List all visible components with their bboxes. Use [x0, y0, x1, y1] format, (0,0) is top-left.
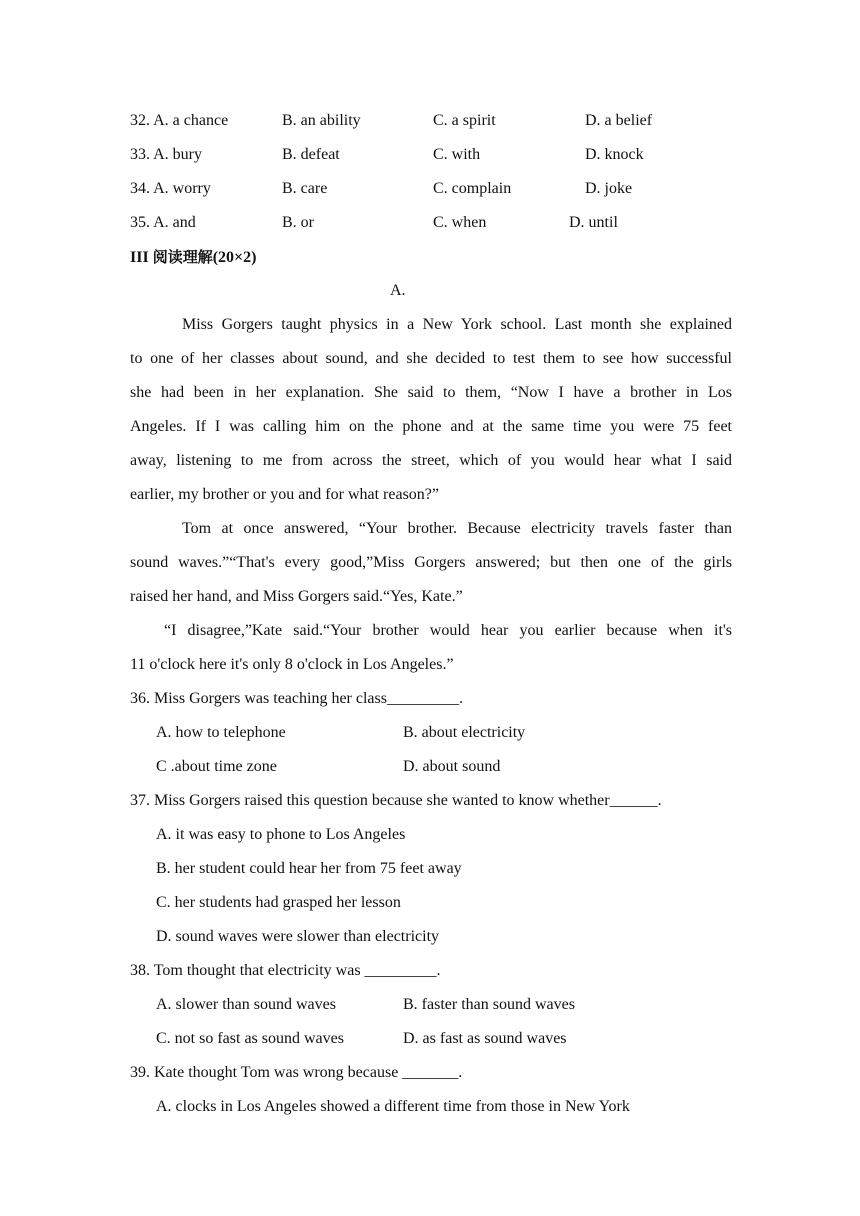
option-b: B. her student could hear her from 75 feet away: [156, 860, 462, 877]
option-a: A. it was easy to phone to Los Angeles: [156, 826, 406, 843]
option-b: B. faster than sound waves: [403, 996, 575, 1013]
option-a: A. clocks in Los Angeles showed a different time from those in New York: [156, 1098, 630, 1115]
option-a: 32. A. a chance: [130, 112, 229, 129]
question-36-options: [130, 750, 732, 784]
option-c: C. complain: [433, 180, 512, 197]
option-c: C. when: [433, 214, 487, 231]
option-c: C. a spirit: [433, 112, 496, 129]
section-score: (20×2): [212, 249, 257, 266]
question-38-options: [130, 1022, 732, 1056]
passage-line: earlier, my brother or you and for what reason?”: [130, 486, 440, 503]
option-d: D. about sound: [403, 758, 501, 775]
section-roman: III: [130, 249, 153, 266]
passage-line: sound waves.”“That's every good,”Miss Gorgers answered; but then one of the girls: [130, 554, 732, 571]
section-heading: [130, 240, 732, 274]
option-d: D. sound waves were slower than electricity: [156, 928, 440, 945]
option-c: C. with: [433, 146, 481, 163]
option-d: D. a belief: [585, 112, 653, 129]
passage-label: A.: [390, 282, 406, 299]
passage-line: away, listening to me from across the street, which of you would hear what I said: [130, 452, 732, 469]
option-b: B. an ability: [282, 112, 361, 129]
passage-line: to one of her classes about sound, and she decided to test them to see how successful: [130, 350, 732, 367]
question-34-row: [130, 172, 732, 206]
passage-line: Tom at once answered, “Your brother. Because electricity travels faster than: [182, 520, 732, 537]
option-b: B. defeat: [282, 146, 340, 163]
option-a: 35. A. and: [130, 214, 196, 231]
question-39-stem: 39. Kate thought Tom was wrong because _______.: [130, 1064, 463, 1081]
passage-line: Miss Gorgers taught physics in a New York school. Last month she explained: [182, 316, 732, 333]
question-38-options: [130, 988, 732, 1022]
section-title: 阅读理解: [152, 248, 213, 266]
option-d: D. joke: [585, 180, 633, 197]
passage-line: Angeles. If I was calling him on the phone and at the same time you were 75 feet: [130, 418, 732, 435]
option-c: C. not so fast as sound waves: [156, 1030, 344, 1047]
option-b: B. care: [282, 180, 328, 197]
question-38-stem: 38. Tom thought that electricity was _________.: [130, 962, 441, 979]
question-35-row: [130, 206, 732, 240]
passage-line: raised her hand, and Miss Gorgers said.“Yes, Kate.”: [130, 588, 463, 605]
question-36-stem: 36. Miss Gorgers was teaching her class_________.: [130, 690, 463, 707]
question-32-row: [130, 104, 732, 138]
option-b: B. or: [282, 214, 314, 231]
question-36-options: [130, 716, 732, 750]
option-c: C .about time zone: [156, 758, 277, 775]
option-a: 33. A. bury: [130, 146, 202, 163]
option-a: 34. A. worry: [130, 180, 211, 197]
option-d: D. as fast as sound waves: [403, 1030, 567, 1047]
option-a: A. slower than sound waves: [156, 996, 336, 1013]
option-c: C. her students had grasped her lesson: [156, 894, 401, 911]
option-d: D. knock: [585, 146, 644, 163]
option-a: A. how to telephone: [156, 724, 286, 741]
passage-line: “I disagree,”Kate said.“Your brother would hear you earlier because when it's: [164, 622, 732, 639]
question-33-row: [130, 138, 732, 172]
passage-line: she had been in her explanation. She said to them, “Now I have a brother in Los: [130, 384, 732, 401]
option-b: B. about electricity: [403, 724, 526, 741]
option-d: D. until: [569, 214, 618, 231]
question-37-stem: 37. Miss Gorgers raised this question because she wanted to know whether______.: [130, 792, 662, 809]
passage-line: 11 o'clock here it's only 8 o'clock in Los Angeles.”: [130, 656, 454, 673]
